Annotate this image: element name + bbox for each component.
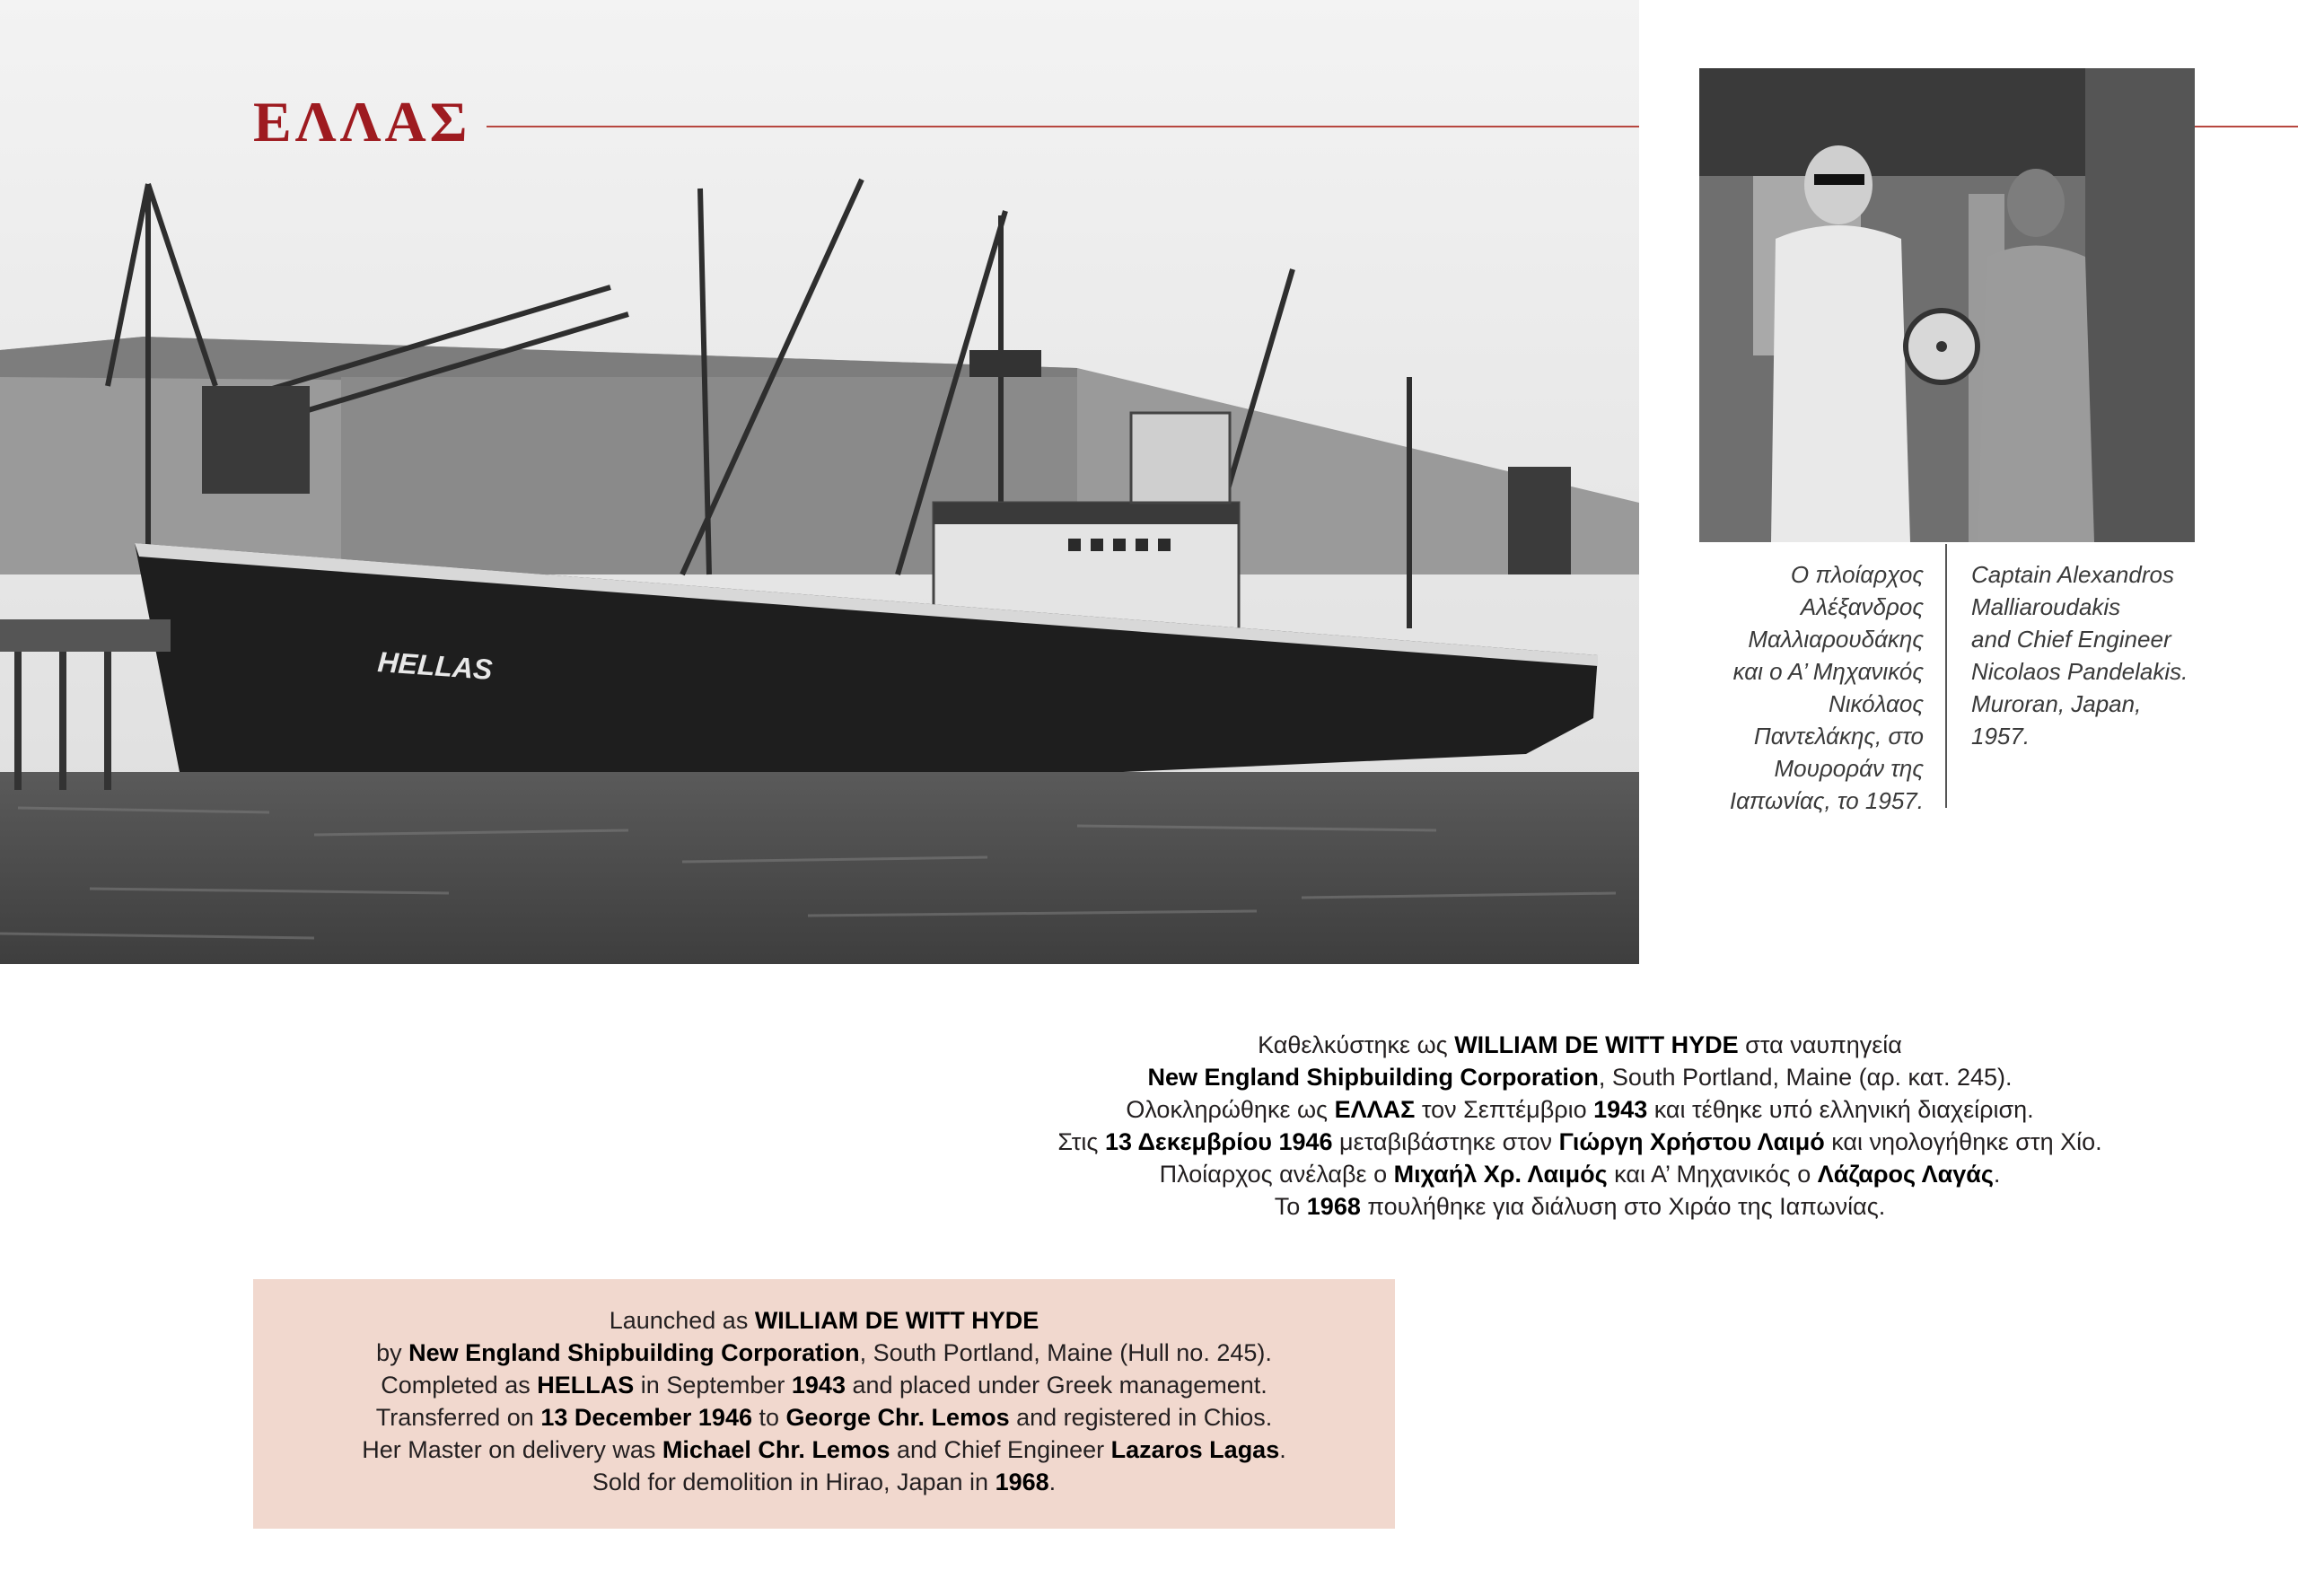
crew-photo [1699, 68, 2195, 542]
english_text-segment: WILLIAM DE WITT HYDE [754, 1307, 1039, 1334]
greek_text-segment: και νηολογήθηκε στη Χίο. [1824, 1128, 2102, 1155]
caption-line: Ιαπωνίας, το 1957. [1729, 787, 1924, 814]
greek_text-segment: πουλήθηκε για διάλυση στο Χιράο της Ιαπωνίας. [1360, 1193, 1886, 1220]
english_text-segment: , South Portland, Maine (Hull no. 245). [859, 1339, 1272, 1366]
english_text-segment: . [1048, 1469, 1057, 1495]
english_text-line [253, 1401, 1395, 1434]
english_text-segment: 13 December 1946 [540, 1404, 752, 1431]
caption-line: Nicolaos Pandelakis. [1971, 658, 2188, 685]
title-rule-right [2195, 126, 2298, 127]
greek_text-segment: 13 Δεκεμβρίου 1946 [1104, 1128, 1333, 1155]
english_text-segment: . [1279, 1436, 1286, 1463]
english_text-segment: Her Master on delivery was [362, 1436, 662, 1463]
english_text-segment: and Chief Engineer [890, 1436, 1111, 1463]
greek_text-segment: Το [1274, 1193, 1307, 1220]
page-title: ΕΛΛΑΣ [253, 90, 471, 153]
greek_text-line [987, 1093, 2172, 1126]
greek_text-segment: . [1993, 1161, 2001, 1188]
hull-name: HELLAS [376, 645, 494, 686]
greek_text-segment: 1968 [1306, 1193, 1361, 1220]
greek_text-line [987, 1061, 2172, 1093]
greek_text-line [987, 1158, 2172, 1190]
english_text-line [253, 1466, 1395, 1498]
english_text-segment: New England Shipbuilding Corporation [408, 1339, 860, 1366]
english_text-segment: in September [634, 1372, 792, 1399]
caption-line: Αλέξανδρος [1800, 593, 1924, 620]
greek_text-segment: στα ναυπηγεία [1738, 1031, 1902, 1058]
caption-line: Muroran, Japan, [1971, 690, 2142, 717]
greek_text-segment: Πλοίαρχος ανέλαβε ο [1159, 1161, 1394, 1188]
greek_text-segment: New England Shipbuilding Corporation [1147, 1064, 1599, 1091]
english_text-segment: Michael Chr. Lemos [662, 1436, 890, 1463]
caption-english [1971, 558, 2196, 752]
caption-greek [1706, 558, 1924, 817]
english_text-segment: Sold for demolition in Hirao, Japan in [592, 1469, 996, 1495]
greek_text-segment: , South Portland, Maine (αρ. κατ. 245). [1598, 1064, 2013, 1091]
greek_text-segment: Λάζαρος Λαγάς [1817, 1161, 1994, 1188]
english_text-segment: George Chr. Lemos [785, 1404, 1010, 1431]
caption-line: Παντελάκης, στο [1753, 723, 1924, 750]
greek_text-segment: Ολοκληρώθηκε ως [1126, 1096, 1335, 1123]
english_text-line [253, 1304, 1395, 1337]
english_text-line [253, 1369, 1395, 1401]
greek_text-segment: Στις [1057, 1128, 1105, 1155]
caption-line: 1957. [1971, 723, 2030, 750]
english_text-line [253, 1434, 1395, 1466]
greek_text-line [987, 1029, 2172, 1061]
caption-line: και ο Α’ Μηχανικός [1732, 658, 1924, 685]
english_text-segment: 1968 [995, 1469, 1049, 1495]
greek_text-segment: ΕΛΛΑΣ [1334, 1096, 1416, 1123]
english_text-segment: Lazaros Lagas [1110, 1436, 1280, 1463]
greek_text-segment: Καθελκύστηκε ως [1258, 1031, 1455, 1058]
english_text-line [253, 1337, 1395, 1369]
greek_text-segment: Γιώργη Χρήστου Λαιμό [1558, 1128, 1825, 1155]
english_text-segment: Completed as [381, 1372, 538, 1399]
english_text-segment: and placed under Greek management. [845, 1372, 1267, 1399]
greek_text-segment: και τέθηκε υπό ελληνική διαχείριση. [1647, 1096, 2034, 1123]
english_text-segment: 1943 [791, 1372, 846, 1399]
english_text-segment: and registered in Chios. [1009, 1404, 1273, 1431]
greek_text-segment: μεταβιβάστηκε στον [1332, 1128, 1559, 1155]
caption-line: Νικόλαος [1828, 690, 1924, 717]
english-history-text [253, 1304, 1395, 1498]
greek_text-segment: και Α’ Μηχανικός ο [1607, 1161, 1818, 1188]
greek_text-segment: τον Σεπτέμβριο [1415, 1096, 1594, 1123]
caption-line: Ο πλοίαρχος [1790, 561, 1924, 588]
caption-line: Μαλλιαρουδάκης [1748, 626, 1924, 653]
caption-line: Μουροράν της [1774, 755, 1924, 782]
greek_text-segment: Μιχαήλ Χρ. Λαιμός [1393, 1161, 1608, 1188]
title-rule [487, 126, 1639, 127]
english_text-segment: Transferred on [375, 1404, 541, 1431]
caption-line: Malliaroudakis [1971, 593, 2121, 620]
english_text-segment: Launched as [609, 1307, 755, 1334]
greek_text-segment: WILLIAM DE WITT HYDE [1454, 1031, 1739, 1058]
greek-history-text [987, 1029, 2172, 1223]
greek_text-line [987, 1126, 2172, 1158]
ship-photo [0, 0, 1639, 964]
greek_text-line [987, 1190, 2172, 1223]
english_text-segment: by [376, 1339, 409, 1366]
caption-divider [1945, 544, 1947, 808]
greek_text-segment: 1943 [1593, 1096, 1648, 1123]
english_text-segment: HELLAS [537, 1372, 635, 1399]
caption-line: and Chief Engineer [1971, 626, 2171, 653]
caption-line: Captain Alexandros [1971, 561, 2174, 588]
english_text-segment: to [751, 1404, 786, 1431]
